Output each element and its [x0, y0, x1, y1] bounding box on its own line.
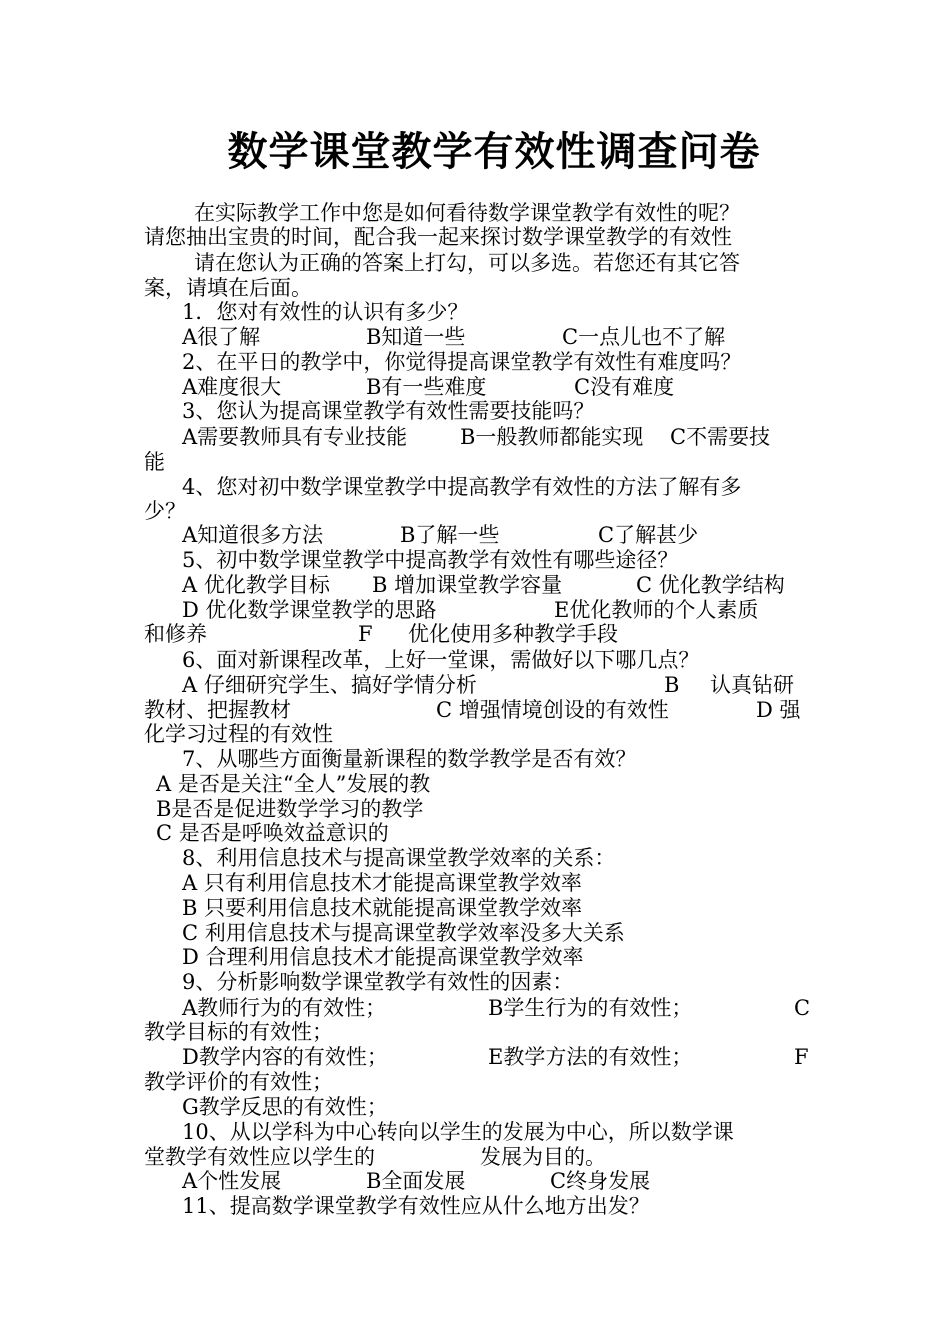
option-b[interactable]: B是否是促进数学学习的教学 — [156, 797, 424, 821]
options-line — [182, 324, 852, 350]
question-text: 1．您对有效性的认识有多少？ — [182, 300, 469, 324]
option-a[interactable]: A 是否是关注“全人”发展的教 — [156, 772, 431, 796]
option-line — [182, 944, 852, 970]
wrapped-line — [144, 498, 814, 524]
option-d[interactable]: D 合理利用信息技术才能提高课堂教学效率 — [182, 945, 584, 969]
wrapped-line — [144, 449, 814, 475]
options-line — [182, 597, 852, 623]
wrapped-text: 教材、把握教材 — [144, 698, 291, 722]
wrapped-line — [144, 721, 814, 747]
question-text: 7、从哪些方面衡量新课程的数学教学是否有效？ — [182, 747, 637, 771]
question-9 — [182, 969, 852, 995]
options-line — [182, 522, 852, 548]
options-line — [182, 424, 852, 450]
option-b[interactable]: B 增加课堂教学容量 — [372, 573, 563, 597]
document-title: 数学课堂教学有效性调查问卷 — [227, 129, 761, 175]
option-c[interactable]: C终身发展 — [550, 1169, 651, 1193]
option-f[interactable]: F — [794, 1045, 809, 1069]
question-text: 10、从以学科为中心转向以学生的发展为中心，所以数学课 — [182, 1120, 734, 1144]
option-a[interactable]: A 优化教学目标 — [182, 573, 330, 597]
wrapped-line — [144, 1144, 814, 1170]
option-line — [182, 870, 852, 896]
option-c[interactable]: C 是否是呼唤效益意识的 — [156, 821, 389, 845]
wrapped-line — [144, 1069, 814, 1095]
option-c[interactable]: C不需要技 — [670, 425, 771, 449]
option-b[interactable]: B知道一些 — [366, 325, 466, 349]
option-line — [182, 920, 852, 946]
option-line — [182, 895, 852, 921]
text-segment: 案，请填在后面。 — [144, 276, 312, 300]
option-c[interactable]: C 增强情境创设的有效性 — [436, 698, 669, 722]
option-c[interactable]: C 优化教学结构 — [636, 573, 785, 597]
options-line — [182, 374, 852, 400]
text-segment: 发展为目的。 — [480, 1145, 606, 1169]
question-8 — [182, 845, 852, 871]
text-segment: 少？ — [144, 499, 186, 523]
question-text: 4、您对初中数学课堂教学中提高教学有效性的方法了解有多 — [182, 475, 742, 499]
option-g[interactable]: G教学反思的有效性； — [182, 1095, 388, 1119]
option-c[interactable]: C了解甚少 — [598, 523, 699, 547]
wrapped-line — [144, 1019, 814, 1045]
option-b-text: 认真钻研 — [710, 673, 794, 697]
question-text: 2、在平日的教学中，你觉得提高课堂教学有效性有难度吗？ — [182, 350, 742, 374]
question-text: 9、分析影响数学课堂教学有效性的因素： — [182, 970, 574, 994]
options-line — [182, 672, 852, 698]
question-7 — [182, 746, 852, 772]
question-5 — [182, 547, 852, 573]
options-line — [182, 995, 852, 1021]
option-e[interactable]: E教学方法的有效性； — [488, 1045, 693, 1069]
option-line — [156, 820, 826, 846]
question-text: 11、提高数学课堂教学有效性应从什么地方出发？ — [182, 1194, 650, 1218]
option-b[interactable]: B了解一些 — [400, 523, 500, 547]
text-segment: 教学评价的有效性； — [144, 1070, 333, 1094]
intro-line — [144, 224, 814, 250]
option-a[interactable]: A教师行为的有效性； — [182, 996, 387, 1020]
question-text: 5、初中数学课堂教学中提高教学有效性有哪些途径？ — [182, 548, 679, 572]
question-3 — [182, 398, 852, 424]
option-b[interactable]: B学生行为的有效性； — [488, 996, 693, 1020]
option-line — [156, 771, 826, 797]
options-line — [144, 621, 814, 647]
option-line — [156, 796, 826, 822]
instruction-line — [144, 275, 814, 301]
option-a[interactable]: A难度很大 — [182, 375, 282, 399]
text-segment: 堂教学有效性应以学生的 — [144, 1145, 375, 1169]
option-a[interactable]: A很了解 — [182, 325, 261, 349]
question-10 — [182, 1119, 852, 1145]
text-segment: 在实际教学工作中您是如何看待数学课堂教学有效性的呢？ — [194, 201, 740, 225]
text-segment: 化学习过程的有效性 — [144, 722, 333, 746]
option-b[interactable]: B全面发展 — [366, 1169, 466, 1193]
intro-line — [194, 200, 864, 226]
option-f-text: 优化使用多种教学手段 — [408, 622, 618, 646]
option-c[interactable]: C没有难度 — [574, 375, 675, 399]
option-b[interactable]: B一般教师都能实现 — [460, 425, 644, 449]
instruction-line — [194, 250, 864, 276]
question-text: 8、利用信息技术与提高课堂教学效率的关系： — [182, 846, 616, 870]
option-a[interactable]: A 仔细研究学生、搞好学情分析 — [182, 673, 477, 697]
option-a[interactable]: A需要教师具有专业技能 — [182, 425, 408, 449]
option-b[interactable]: B有一些难度 — [366, 375, 487, 399]
option-c[interactable]: C一点儿也不了解 — [562, 325, 726, 349]
question-11 — [182, 1193, 852, 1219]
option-c[interactable]: C — [794, 996, 811, 1020]
option-c[interactable]: C 利用信息技术与提高课堂教学效率没多大关系 — [182, 921, 625, 945]
question-4 — [182, 474, 852, 500]
text-segment: 请在您认为正确的答案上打勾，可以多选。若您还有其它答 — [194, 251, 740, 275]
text-segment: 能 — [144, 450, 165, 474]
option-e[interactable]: E优化教师的个人素质 — [554, 598, 759, 622]
option-b[interactable]: B — [664, 673, 680, 697]
options-line — [182, 572, 852, 598]
option-b[interactable]: B 只要利用信息技术就能提高课堂教学效率 — [182, 896, 583, 920]
question-1 — [182, 299, 852, 325]
option-d[interactable]: D 强 — [756, 698, 801, 722]
option-a[interactable]: A知道很多方法 — [182, 523, 324, 547]
option-a[interactable]: A 只有利用信息技术才能提高课堂教学效率 — [182, 871, 582, 895]
option-d[interactable]: D教学内容的有效性； — [182, 1045, 388, 1069]
options-line — [182, 1044, 852, 1070]
options-line — [144, 697, 814, 723]
question-text: 3、您认为提高课堂教学有效性需要技能吗？ — [182, 399, 595, 423]
option-f[interactable]: F — [358, 622, 373, 646]
text-segment: 教学目标的有效性； — [144, 1020, 333, 1044]
question-2 — [182, 349, 852, 375]
wrapped-text: 和修养 — [144, 622, 207, 646]
option-a[interactable]: A个性发展 — [182, 1169, 282, 1193]
options-line — [182, 1168, 852, 1194]
text-segment: 请您抽出宝贵的时间，配合我一起来探讨数学课堂教学的有效性 — [144, 225, 732, 249]
question-6 — [182, 647, 852, 673]
question-text: 6、面对新课程改革，上好一堂课，需做好以下哪几点？ — [182, 648, 700, 672]
option-line — [182, 1094, 852, 1120]
option-d[interactable]: D 优化数学课堂教学的思路 — [182, 598, 437, 622]
